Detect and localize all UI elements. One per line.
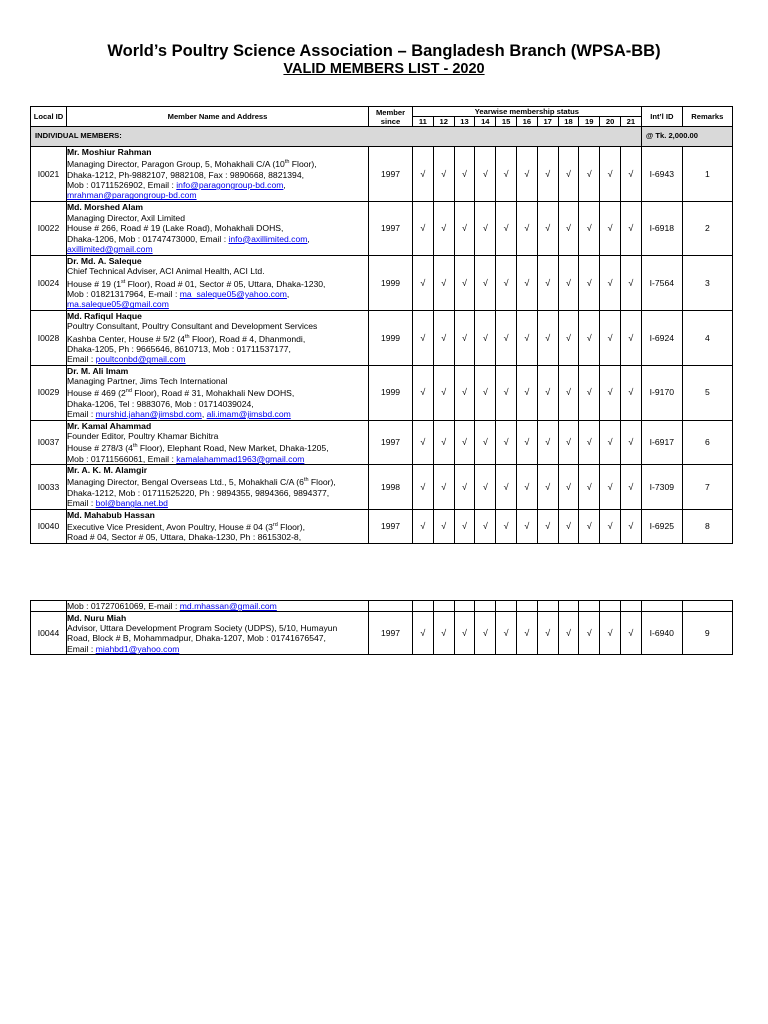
- member-name-address: [67, 612, 369, 655]
- email-link[interactable]: poultconbd@gmail.com: [95, 354, 186, 365]
- membership-check: √: [454, 509, 475, 543]
- membership-check: √: [516, 147, 537, 202]
- section-fee: @ Tk. 2,000.00: [641, 127, 732, 147]
- member-row: [31, 365, 733, 420]
- member-name: Dr. Md. A. Saleque: [67, 255, 142, 266]
- membership-check: √: [475, 365, 496, 420]
- member-name-address: [67, 509, 369, 543]
- membership-check: √: [433, 201, 454, 255]
- member-since: [369, 601, 413, 612]
- email-link[interactable]: mrahman@paragongroup-bd.com: [67, 190, 197, 201]
- address-line: [67, 190, 368, 200]
- header-remarks: Remarks: [682, 107, 732, 127]
- member-intl-id: I-6940: [641, 612, 682, 655]
- membership-check: √: [579, 420, 600, 464]
- membership-check: √: [558, 420, 579, 464]
- member-name-address: [67, 310, 369, 365]
- membership-check: √: [620, 201, 641, 255]
- address-line: Advisor, Uttara Development Program Society (UDPS), 5/10, Humayun: [67, 623, 338, 633]
- header-intl-id: Int’l ID: [641, 107, 682, 127]
- member-remarks: 8: [682, 509, 732, 543]
- membership-check: √: [579, 509, 600, 543]
- membership-check: √: [620, 147, 641, 202]
- member-row: [31, 147, 733, 202]
- membership-check: √: [558, 465, 579, 509]
- header-local-id: Local ID: [31, 107, 67, 127]
- address-line: Email : poultconbd@gmail.com: [67, 354, 186, 365]
- membership-check: √: [433, 365, 454, 420]
- section-label: INDIVIDUAL MEMBERS:: [31, 127, 642, 147]
- membership-check: √: [516, 255, 537, 310]
- member-local-id: I0044: [31, 612, 67, 655]
- membership-check: √: [600, 310, 621, 365]
- membership-check: √: [579, 255, 600, 310]
- member-remarks: 3: [682, 255, 732, 310]
- header-year: 13: [454, 117, 475, 127]
- email-link[interactable]: ali.imam@jimsbd.com: [206, 409, 291, 420]
- membership-check: √: [413, 365, 434, 420]
- document-title: World’s Poultry Science Association – Bangladesh Branch (WPSA-BB): [107, 42, 661, 60]
- membership-check: √: [537, 310, 558, 365]
- address-line: Mob : 01821317964, E-mail : ma_saleque05@yahoo.com,: [67, 288, 290, 299]
- membership-check: √: [433, 612, 454, 655]
- address-line: Mob : 01711526902, Email : info@paragongroup-bd.com,: [67, 180, 286, 191]
- continuation-row: [31, 601, 733, 612]
- member-local-id: I0028: [31, 310, 67, 365]
- membership-check: √: [413, 465, 434, 509]
- membership-check: √: [600, 509, 621, 543]
- member-name-address: [67, 201, 369, 255]
- membership-check: √: [475, 465, 496, 509]
- membership-check: √: [413, 255, 434, 310]
- membership-check: √: [620, 612, 641, 655]
- address-line: Managing Director, Bengal Overseas Ltd., 5, Mohakhali C/A (6th Floor),: [67, 477, 336, 488]
- membership-check: √: [433, 255, 454, 310]
- address-line: Dhaka-1212, Ph-9882107, 9882108, Fax : 9890668, 8821394,: [67, 169, 304, 180]
- membership-check: √: [558, 310, 579, 365]
- address-line: Mob : 01727061069, E-mail : md.mhassan@gmail.com: [67, 601, 277, 611]
- member-name-address: [67, 365, 369, 420]
- address-line: Dhaka-1206, Mob : 01747473000, Email : info@axillimited.com,: [67, 233, 310, 244]
- membership-check: √: [496, 612, 517, 655]
- membership-check: √: [475, 147, 496, 202]
- membership-check: √: [454, 201, 475, 255]
- member-remarks: 5: [682, 365, 732, 420]
- email-link[interactable]: miahbd1@yahoo.com: [95, 643, 180, 654]
- header-year: 14: [475, 117, 496, 127]
- member-row: [31, 201, 733, 255]
- member-since: 1999: [369, 310, 413, 365]
- membership-check: √: [475, 255, 496, 310]
- membership-check: √: [620, 365, 641, 420]
- membership-check: √: [496, 201, 517, 255]
- membership-check: √: [600, 420, 621, 464]
- member-since: 1997: [369, 612, 413, 655]
- membership-check: √: [433, 465, 454, 509]
- member-local-id: I0029: [31, 365, 67, 420]
- membership-check: √: [600, 147, 621, 202]
- membership-check: √: [454, 147, 475, 202]
- membership-check: √: [516, 310, 537, 365]
- member-intl-id: I-9170: [641, 365, 682, 420]
- membership-check: √: [454, 365, 475, 420]
- member-name-address: [67, 147, 369, 202]
- membership-check: √: [620, 420, 641, 464]
- address-line: Dhaka-1205, Ph : 9665646, 8610713, Mob : 01711537177,: [67, 343, 291, 354]
- membership-check: √: [496, 255, 517, 310]
- member-intl-id: [641, 601, 682, 612]
- address-line: Kashba Center, House # 5/2 (4th Floor), Road # 4, Dhanmondi,: [67, 333, 306, 344]
- email-link[interactable]: info@axillimited.com: [228, 233, 308, 244]
- address-line: Chief Technical Adviser, ACI Animal Health, ACI Ltd.: [67, 266, 265, 277]
- member-since: 1999: [369, 365, 413, 420]
- header-year: 17: [537, 117, 558, 127]
- member-name: Mr. Kamal Ahammad: [67, 420, 152, 431]
- membership-check: √: [433, 310, 454, 365]
- section-row: [31, 127, 733, 147]
- member-intl-id: I-6925: [641, 509, 682, 543]
- member-name: Mr. A. K. M. Alamgir: [67, 465, 148, 476]
- membership-check: √: [600, 365, 621, 420]
- membership-check: √: [475, 310, 496, 365]
- address-line: Managing Partner, Jims Tech International: [67, 376, 228, 387]
- membership-check: √: [475, 420, 496, 464]
- document-subtitle: VALID MEMBERS LIST - 2020: [283, 61, 485, 77]
- membership-check: [475, 601, 496, 612]
- member-local-id: [31, 601, 67, 612]
- member-intl-id: I-7564: [641, 255, 682, 310]
- membership-check: √: [413, 310, 434, 365]
- member-intl-id: I-6924: [641, 310, 682, 365]
- member-local-id: I0033: [31, 465, 67, 509]
- membership-check: √: [516, 612, 537, 655]
- member-name: Dr. M. Ali Imam: [67, 365, 129, 376]
- member-local-id: I0021: [31, 147, 67, 202]
- membership-check: √: [516, 509, 537, 543]
- email-link[interactable]: info@paragongroup-bd.com: [176, 180, 284, 191]
- member-remarks: 6: [682, 420, 732, 464]
- member-name-address: [67, 465, 369, 509]
- membership-check: √: [496, 420, 517, 464]
- membership-check: [454, 601, 475, 612]
- membership-check: [620, 601, 641, 612]
- membership-check: √: [433, 147, 454, 202]
- member-since: 1997: [369, 420, 413, 464]
- membership-check: √: [413, 420, 434, 464]
- membership-check: √: [600, 201, 621, 255]
- membership-check: √: [413, 509, 434, 543]
- membership-check: √: [537, 420, 558, 464]
- membership-check: √: [496, 310, 517, 365]
- address-line: Dhaka-1212, Mob : 01711525220, Ph : 9894355, 9894366, 9894377,: [67, 487, 330, 498]
- member-row: [31, 310, 733, 365]
- header-year: 21: [620, 117, 641, 127]
- header-year: 16: [516, 117, 537, 127]
- membership-check: [433, 601, 454, 612]
- header-name: Member Name and Address: [67, 107, 369, 127]
- address-line: Road, Block # B, Mohammadpur, Dhaka-1207, Mob : 01741676547,: [67, 633, 326, 644]
- member-local-id: I0040: [31, 509, 67, 543]
- address-line: House # 266, Road # 19 (Lake Road), Mohakhali DOHS,: [67, 223, 284, 234]
- member-row: [31, 509, 733, 543]
- address-line: Managing Director, Paragon Group, 5, Mohakhali C/A (10th Floor),: [67, 159, 317, 170]
- membership-check: √: [558, 365, 579, 420]
- membership-check: √: [537, 201, 558, 255]
- membership-check: √: [558, 612, 579, 655]
- email-link[interactable]: kamalahammad1963@gmail.com: [176, 453, 305, 464]
- member-since: 1999: [369, 255, 413, 310]
- membership-check: √: [454, 255, 475, 310]
- header-year: 11: [413, 117, 434, 127]
- membership-check: √: [454, 310, 475, 365]
- header-since: Member since: [369, 107, 413, 127]
- members-table: [30, 106, 733, 544]
- membership-check: √: [537, 509, 558, 543]
- membership-check: √: [620, 465, 641, 509]
- member-remarks: 1: [682, 147, 732, 202]
- membership-check: √: [537, 465, 558, 509]
- membership-check: √: [537, 147, 558, 202]
- member-local-id: I0024: [31, 255, 67, 310]
- membership-check: √: [413, 147, 434, 202]
- membership-check: √: [579, 612, 600, 655]
- membership-check: √: [413, 612, 434, 655]
- membership-check: √: [620, 255, 641, 310]
- member-remarks: 9: [682, 612, 732, 655]
- header-year: 20: [600, 117, 621, 127]
- header-year: 15: [496, 117, 517, 127]
- member-name: Md. Mahabub Hassan: [67, 509, 155, 520]
- member-name: Mr. Moshiur Rahman: [67, 147, 152, 157]
- member-remarks: [682, 601, 732, 612]
- member-since: 1998: [369, 465, 413, 509]
- membership-check: √: [537, 255, 558, 310]
- address-line: Email : bol@bangla.net.bd: [67, 498, 168, 509]
- membership-check: √: [413, 201, 434, 255]
- email-link[interactable]: ma.saleque05@gmail.com: [67, 299, 169, 310]
- member-since: 1997: [369, 201, 413, 255]
- member-remarks: 2: [682, 201, 732, 255]
- email-link[interactable]: md.mhassan@gmail.com: [179, 601, 277, 611]
- membership-check: √: [600, 465, 621, 509]
- membership-check: √: [454, 612, 475, 655]
- membership-check: √: [516, 201, 537, 255]
- member-intl-id: I-6943: [641, 147, 682, 202]
- member-intl-id: I-7309: [641, 465, 682, 509]
- membership-check: √: [579, 310, 600, 365]
- membership-check: √: [475, 612, 496, 655]
- member-local-id: I0022: [31, 201, 67, 255]
- membership-check: √: [496, 147, 517, 202]
- member-remarks: 7: [682, 465, 732, 509]
- email-link[interactable]: ma_saleque05@yahoo.com: [179, 288, 287, 299]
- membership-check: √: [620, 310, 641, 365]
- membership-check: √: [475, 201, 496, 255]
- membership-check: [413, 601, 434, 612]
- membership-check: √: [433, 420, 454, 464]
- membership-check: √: [454, 465, 475, 509]
- membership-check: √: [454, 420, 475, 464]
- membership-check: √: [537, 612, 558, 655]
- email-link[interactable]: murshid.jahan@jimsbd.com: [95, 409, 202, 420]
- member-intl-id: I-6918: [641, 201, 682, 255]
- membership-check: [558, 601, 579, 612]
- membership-check: √: [516, 465, 537, 509]
- membership-check: √: [600, 612, 621, 655]
- membership-check: √: [600, 255, 621, 310]
- membership-check: √: [537, 365, 558, 420]
- membership-check: [600, 601, 621, 612]
- membership-check: √: [475, 509, 496, 543]
- header-year: 12: [433, 117, 454, 127]
- membership-check: [516, 601, 537, 612]
- member-row: [31, 255, 733, 310]
- membership-check: √: [579, 365, 600, 420]
- email-link[interactable]: bol@bangla.net.bd: [95, 498, 168, 509]
- member-name-address: [67, 601, 369, 612]
- membership-check: √: [496, 509, 517, 543]
- members-table-continued: [30, 600, 733, 655]
- membership-check: √: [516, 420, 537, 464]
- header-year: 18: [558, 117, 579, 127]
- membership-check: [537, 601, 558, 612]
- member-name-address: [67, 255, 369, 310]
- membership-check: √: [496, 365, 517, 420]
- address-line: Poultry Consultant, Poultry Consultant and Development Services: [67, 321, 318, 332]
- membership-check: √: [579, 147, 600, 202]
- membership-check: √: [558, 147, 579, 202]
- address-line: [67, 244, 368, 254]
- membership-check: √: [558, 255, 579, 310]
- email-link[interactable]: axillimited@gmail.com: [67, 244, 153, 254]
- membership-check: √: [433, 509, 454, 543]
- header-year: 19: [579, 117, 600, 127]
- address-line: Road # 04, Sector # 05, Uttara, Dhaka-1230, Ph : 8615302-8,: [67, 532, 302, 543]
- address-line: Managing Director, Axil Limited: [67, 212, 185, 223]
- address-line: Executive Vice President, Avon Poultry, House # 04 (3rd Floor),: [67, 521, 305, 532]
- address-line: Founder Editor, Poultry Khamar Bichitra: [67, 430, 219, 441]
- address-line: Email : murshid.jahan@jimsbd.com, ali.imam@jimsbd.com: [67, 409, 291, 420]
- membership-check: √: [558, 509, 579, 543]
- member-remarks: 4: [682, 310, 732, 365]
- membership-check: √: [620, 509, 641, 543]
- address-line: House # 278/3 (4th Floor), Elephant Road, New Market, Dhaka-1205,: [67, 443, 329, 454]
- membership-check: √: [579, 201, 600, 255]
- membership-check: [579, 601, 600, 612]
- member-local-id: I0037: [31, 420, 67, 464]
- header-yearwise: Yearwise membership status: [413, 107, 642, 117]
- member-name: Md. Nuru Miah: [67, 612, 127, 623]
- membership-check: √: [496, 465, 517, 509]
- member-name-address: [67, 420, 369, 464]
- member-name: Md. Morshed Alam: [67, 202, 144, 213]
- address-line: Mob : 01711566061, Email : kamalahammad1963@gmail.com: [67, 453, 305, 464]
- member-intl-id: I-6917: [641, 420, 682, 464]
- member-row: [31, 612, 733, 655]
- membership-check: [496, 601, 517, 612]
- address-line: House # 469 (2nd Floor), Road # 31, Mohakhali New DOHS,: [67, 388, 295, 399]
- member-name: Md. Rafiqul Haque: [67, 310, 142, 321]
- membership-check: √: [579, 465, 600, 509]
- member-since: 1997: [369, 147, 413, 202]
- member-row: [31, 465, 733, 509]
- address-line: Dhaka-1206, Tel : 9883076, Mob : 01714039024,: [67, 398, 254, 409]
- member-row: [31, 420, 733, 464]
- membership-check: √: [558, 201, 579, 255]
- address-line: House # 19 (1st Floor), Road # 01, Sector # 05, Uttara, Dhaka-1230,: [67, 278, 326, 289]
- member-since: 1997: [369, 509, 413, 543]
- address-line: [67, 299, 368, 309]
- membership-check: √: [516, 365, 537, 420]
- address-line: Email : miahbd1@yahoo.com: [67, 643, 180, 654]
